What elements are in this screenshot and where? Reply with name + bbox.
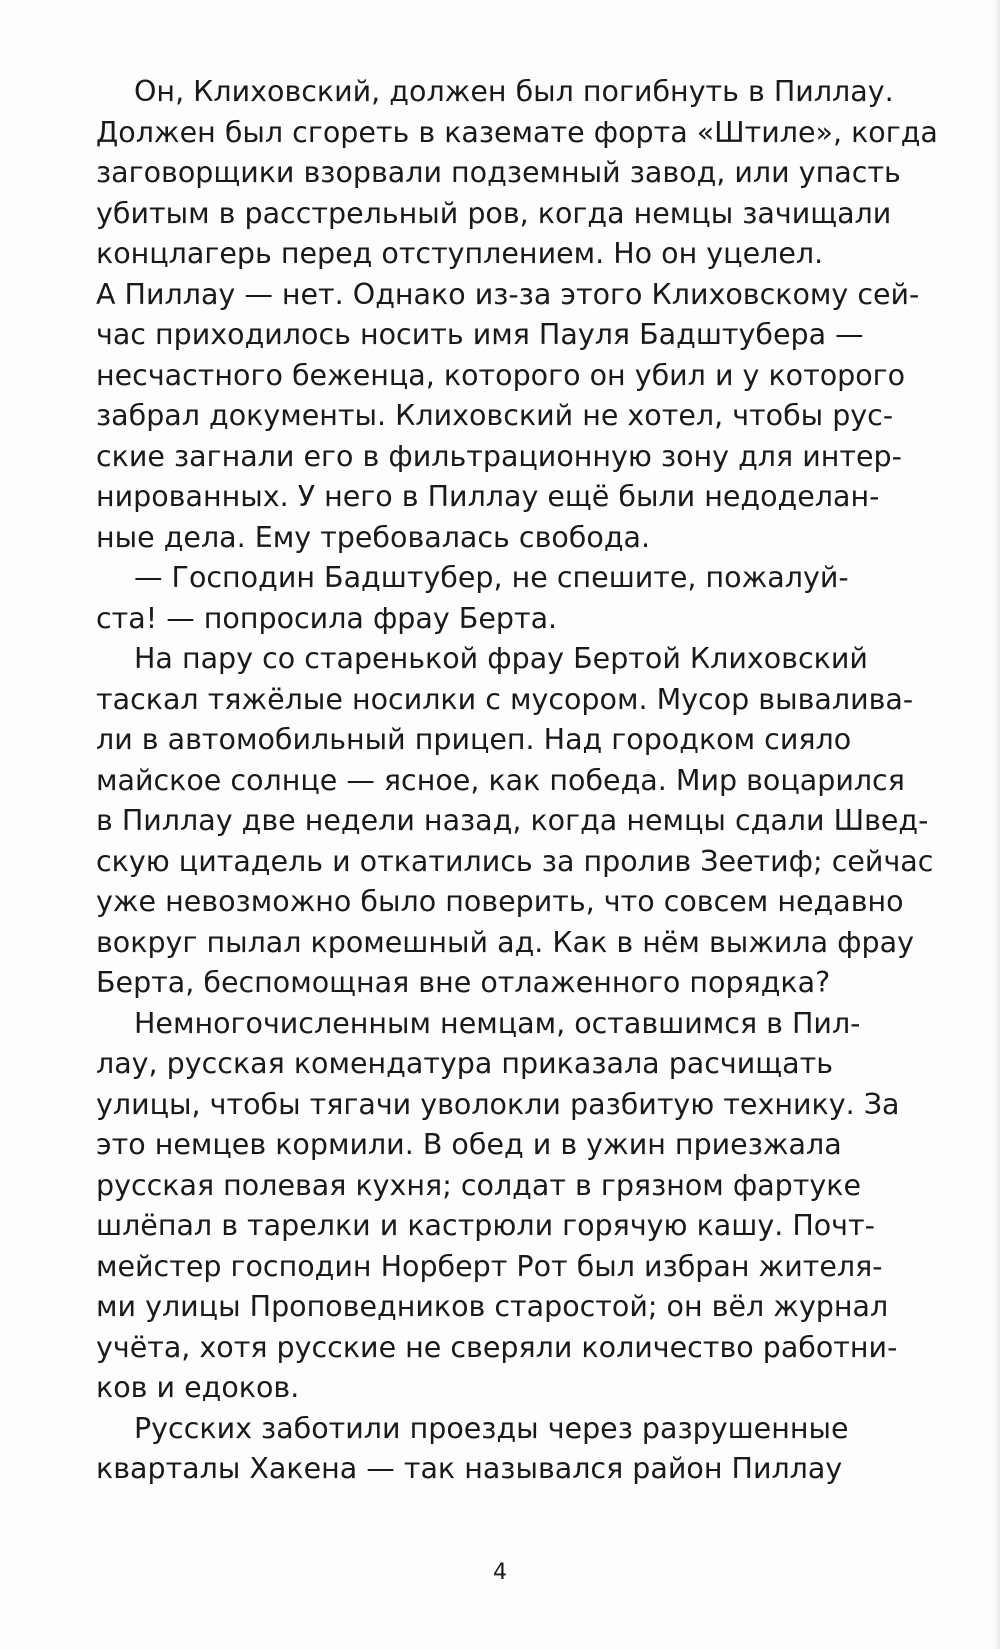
page-number: 4 [493, 1560, 507, 1585]
paragraph-2: — Господин Бадштубер, не спешите, пожалуй- ста! — попросила фрау Берта. [96, 561, 849, 635]
paragraph-4: Немногочисленным немцам, оставшимся в Пил- лау, русская комендатура приказала расчищать улицы, чтобы тягачи уволокли разбитую технику. За это немцев кормили. В обед и в ужин приезжала русская полевая кухня; солдат в грязном фартуке шлёпал в тарелки и кастрюли горячую кашу. Почт- мейстер господин Норберт Рот был избран жителя- ми улицы Проповедников старостой; он вёл журнал учёта, хотя русские не сверяли количество работни- ков и едоков. [96, 1006, 900, 1404]
body-text [96, 72, 946, 1490]
paragraph-3: На пару со старенькой фрау Бертой Клиховский таскал тяжёлые носилки с мусором. Мусор вывалива- ли в автомобильный прицеп. Над городком сияло майское солнце — ясное, как победа. Мир воцарился в Пиллау две недели назад, когда немцы сдали Швед- скую цитадель и откатились за пролив Зеетиф; сейчас уже невозможно было поверить, что совсем недавно вокруг пылал кромешный ад. Как в нём выжила фрау Берта, беспомощная вне отлаженного порядка? [96, 642, 934, 999]
page-edge [994, 0, 1000, 1649]
paragraph-5: Русских заботили проезды через разрушенные кварталы Хакена — так назывался район Пиллау [96, 1411, 849, 1485]
paragraph-1: Он, Клиховский, должен был погибнуть в Пиллау. Должен был сгореть в каземате форта «Штиле», когда заговорщики взорвали подземный завод, или упасть убитым в расстрельный ров, когда немцы зачищали концлагерь перед отступлением. Но он уцелел. А Пиллау — нет. Однако из-за этого Клиховскому сей- час приходилось носить имя Пауля Бадштубера — несчастного беженца, которого он убил и у которого забрал документы. Клиховский не хотел, чтобы рус- ские загнали его в фильтрационную зону для интер- нированных. У него в Пиллау ещё были недоделан- ные дела. Ему требовалась свобода. [96, 75, 938, 554]
